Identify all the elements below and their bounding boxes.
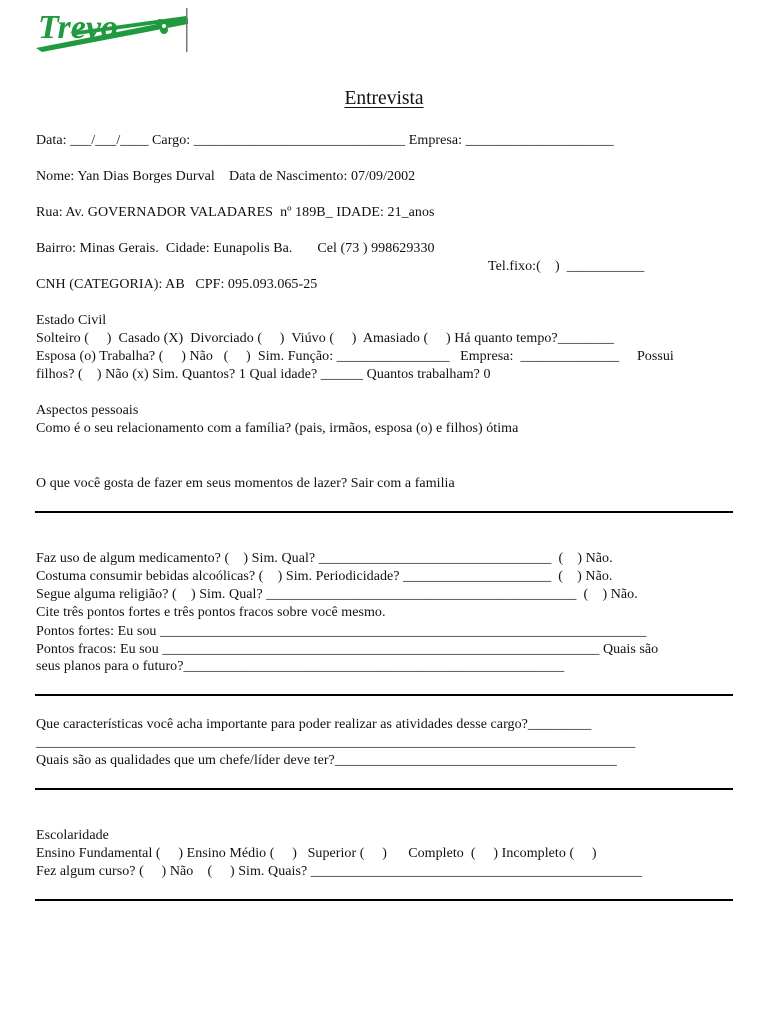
family-relationship-line: Como é o seu relacionamento com a família? (pais, irmãos, esposa (o) e filhos) ótima	[36, 421, 519, 436]
strengths-line: Pontos fortes: Eu sou _____________________________________________________________________	[36, 624, 647, 639]
weaknesses-line: Pontos fracos: Eu sou ______________________________________________________________ Quais são	[36, 642, 659, 657]
courses-line: Fez algum curso? ( ) Não ( ) Sim. Quais? _______________________________________________	[36, 864, 643, 879]
form-title: Entrevista	[344, 88, 424, 109]
marital-status-heading: Estado Civil	[36, 313, 107, 328]
medication-line: Faz uso de algum medicamento? ( ) Sim. Qual? _________________________________ ( ) Não.	[36, 551, 613, 566]
leader-qualities-line: Quais são as qualidades que um chefe/líder deve ter?________________________________________	[36, 753, 617, 768]
personal-aspects-heading: Aspectos pessoais	[36, 403, 139, 418]
alcohol-line: Costuma consumir bebidas alcoólicas? ( ) Sim. Periodicidade? _____________________ ( ) Não.	[36, 569, 613, 584]
trevo-logo	[36, 8, 188, 52]
children-line: filhos? ( ) Não (x) Sim. Quantos? 1 Qual idade? ______ Quantos trabalham? 0	[36, 367, 491, 382]
job-characteristics-line: Que características você acha importante para poder realizar as atividades desse cargo?_________	[36, 717, 592, 732]
education-options-line: Ensino Fundamental ( ) Ensino Médio ( ) Superior ( ) Completo ( ) Incompleto ( )	[36, 846, 597, 861]
section-divider	[35, 511, 733, 513]
landline-phone-line: Tel.fixo:( ) ___________	[488, 259, 645, 274]
job-characteristics-answer-line: _____________________________________________________________________________________	[36, 735, 636, 750]
leisure-line: O que você gosta de fazer em seus momentos de lazer? Sair com a familia	[36, 476, 455, 491]
logo-wordmark: Trevo	[38, 9, 118, 46]
date-job-company-line: Data: ___/___/____ Cargo: ______________________________ Empresa: _____________________	[36, 133, 614, 148]
education-heading: Escolaridade	[36, 828, 109, 843]
section-divider	[35, 788, 733, 790]
logo-frame-edge	[186, 8, 188, 52]
license-cpf-line: CNH (CATEGORIA): AB CPF: 095.093.065-25	[36, 277, 318, 292]
street-age-line: Rua: Av. GOVERNADOR VALADARES nº 189B_ IDADE: 21_anos	[36, 205, 435, 220]
future-plans-line: seus planos para o futuro?______________________________________________________	[36, 659, 565, 674]
religion-line: Segue alguma religião? ( ) Sim. Qual? ____________________________________________ ( ) Não.	[36, 587, 638, 602]
name-birthdate-line: Nome: Yan Dias Borges Durval Data de Nascimento: 07/09/2002	[36, 169, 416, 184]
section-divider	[35, 694, 733, 696]
neighborhood-city-phone-line: Bairro: Minas Gerais. Cidade: Eunapolis Ba. Cel (73 ) 998629330	[36, 241, 435, 256]
section-divider	[35, 899, 733, 901]
strengths-weaknesses-prompt: Cite três pontos fortes e três pontos fracos sobre você mesmo.	[36, 605, 386, 620]
marital-status-options: Solteiro ( ) Casado (X) Divorciado ( ) Viúvo ( ) Amasiado ( ) Há quanto tempo?________	[36, 331, 615, 346]
spouse-work-line: Esposa (o) Trabalha? ( ) Não ( ) Sim. Função: ________________ Empresa: ______________ Possui	[36, 349, 674, 364]
